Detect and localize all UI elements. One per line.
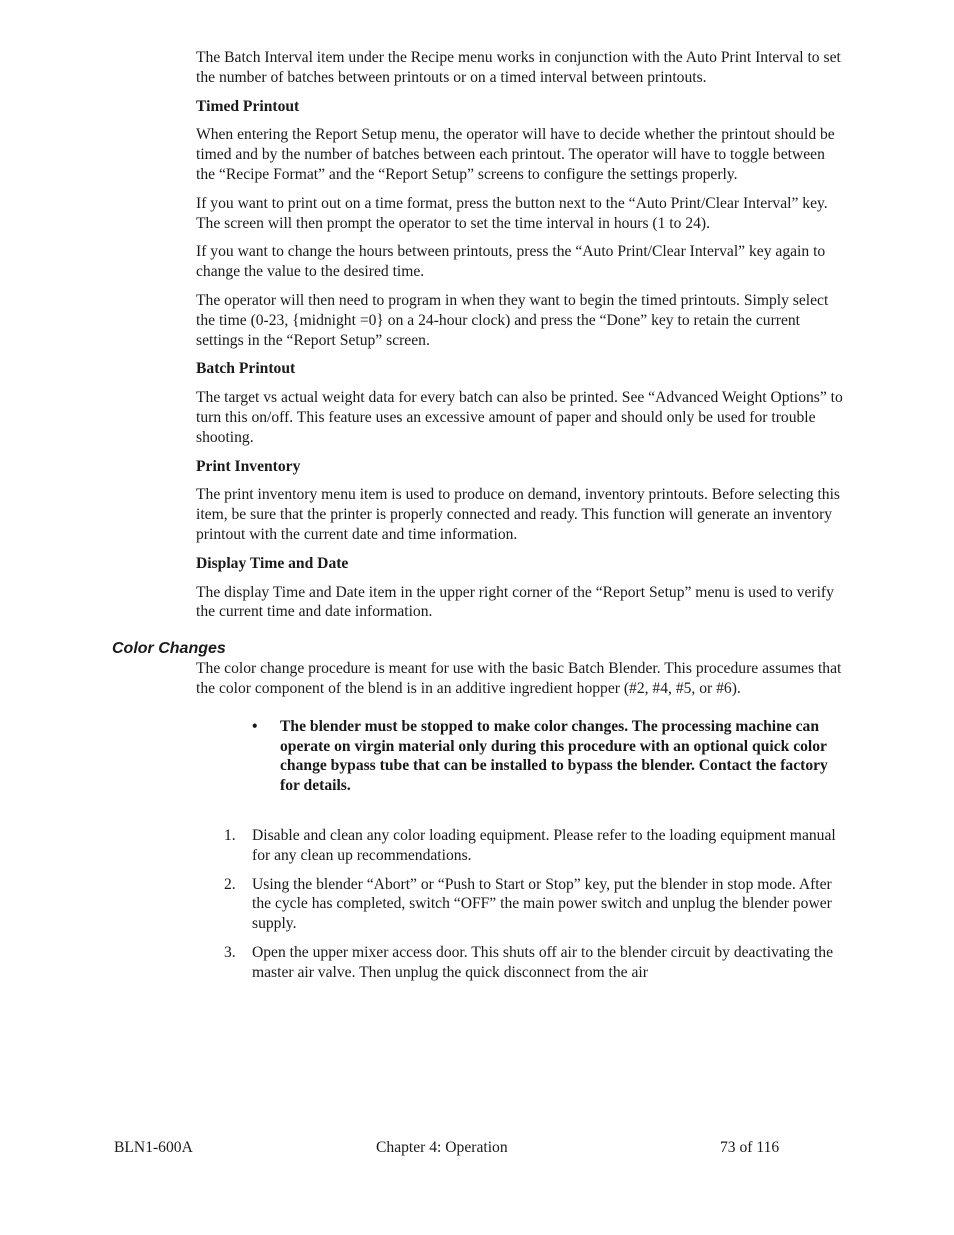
list-item (196, 826, 844, 866)
page-footer (114, 1138, 814, 1158)
batch-printout-heading: Batch Printout (196, 360, 296, 378)
step-text: Disable and clean any color loading equipment. Please refer to the loading equipment manual for any clean up recommendations. (252, 826, 836, 864)
display-time-date-paragraph: The display Time and Date item in the upper right corner of the “Report Setup” menu is used to verify the current time and date information. (196, 583, 834, 621)
print-inventory-heading: Print Inventory (196, 457, 301, 475)
timed-printout-paragraph: If you want to print out on a time format, press the button next to the “Auto Print/Clear Interval” key. The screen will then prompt the operator to set the time interval in hours (1 to 24). (196, 194, 828, 232)
color-changes-intro: The color change procedure is meant for use with the basic Batch Blender. This procedure assumes that the color component of the blend is in an additive ingredient hopper (#2, #4, #5, or #6). (196, 660, 842, 697)
footer-doc-id: BLN1-600A (114, 1139, 193, 1156)
timed-printout-paragraph: When entering the Report Setup menu, the operator will have to decide whether the printout should be timed and by the number of batches between each printout. The operator will have to toggle between the “Recipe Format” and the “Report Setup” screens to configure the settings properly. (196, 126, 835, 183)
batch-printout-paragraph: The target vs actual weight data for every batch can also be printed. See “Advanced Weight Options” to turn this on/off. This feature uses an excessive amount of paper and should only be used for trouble shooting. (196, 389, 843, 446)
intro-paragraph: The Batch Interval item under the Recipe menu works in conjunction with the Auto Print Interval to set the number of batches between printouts or on a timed interval between printouts. (196, 49, 841, 86)
step-text: Open the upper mixer access door. This shuts off air to the blender circuit by deactivating the master air valve. Then unplug the quick disconnect from the air (252, 943, 833, 981)
bullet-icon: • (252, 717, 258, 735)
warning-bullet (252, 717, 844, 796)
step-text: Using the blender “Abort” or “Push to Start or Stop” key, put the blender in stop mode. After the cycle has completed, switch “OFF” the main power switch and unplug the blender power supply. (252, 875, 832, 933)
step-number: 1. (224, 826, 236, 844)
list-item (196, 875, 844, 934)
footer-page-number: 73 of 116 (720, 1139, 780, 1156)
timed-printout-paragraph: If you want to change the hours between printouts, press the “Auto Print/Clear Interval” key again to change the value to the desired time. (196, 243, 826, 281)
step-number: 3. (224, 943, 236, 961)
footer-chapter: Chapter 4: Operation (376, 1139, 508, 1156)
list-item (196, 943, 844, 983)
procedure-steps (196, 826, 844, 983)
timed-printout-heading: Timed Printout (196, 97, 300, 115)
display-time-date-heading: Display Time and Date (196, 554, 349, 572)
step-number: 2. (224, 875, 236, 893)
timed-printout-paragraph: The operator will then need to program in when they want to begin the timed printouts. Simply select the time (0-23, {midnight =0} on a 24-hour clock) and press the “Done” key to retain the current settings in the “Report Setup” screen. (196, 291, 829, 349)
print-inventory-paragraph: The print inventory menu item is used to produce on demand, inventory printouts. Before selecting this item, be sure that the printer is properly connected and ready. This function will generate an inventory printout with the current date and time information. (196, 486, 840, 543)
warning-bullet-text: The blender must be stopped to make color changes. The processing machine can operate on virgin material only during this procedure with an optional quick color change bypass tube that can be installed to bypass the blender. Contact the factory for details. (280, 717, 828, 795)
body-text (112, 48, 844, 991)
color-changes-heading: Color Changes (112, 640, 226, 658)
